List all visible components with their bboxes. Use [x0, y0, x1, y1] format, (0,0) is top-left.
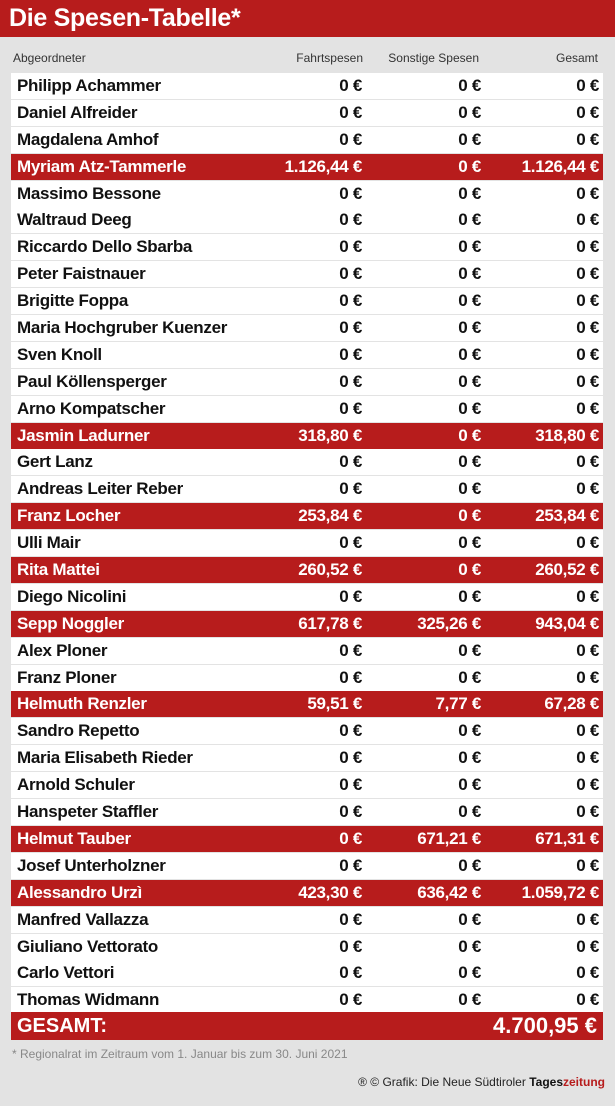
- other-expenses: 0 €: [458, 318, 481, 338]
- other-expenses: 0 €: [458, 479, 481, 499]
- travel-expenses: 0 €: [339, 936, 362, 956]
- member-name: Franz Ploner: [17, 667, 117, 687]
- other-expenses: 0 €: [458, 855, 481, 875]
- other-expenses: 0 €: [458, 586, 481, 606]
- other-expenses: 0 €: [458, 936, 481, 956]
- travel-expenses: 59,51 €: [307, 694, 362, 714]
- total-expenses: 67,28 €: [544, 694, 599, 714]
- other-expenses: 636,42 €: [417, 882, 481, 902]
- column-header-name: Abgeordneter: [13, 51, 86, 65]
- travel-expenses: 0 €: [339, 855, 362, 875]
- member-name: Magdalena Amhof: [17, 129, 159, 149]
- total-expenses: 0 €: [576, 775, 599, 795]
- member-name: Diego Nicolini: [17, 586, 127, 606]
- total-expenses: 0 €: [576, 371, 599, 391]
- total-expenses: 0 €: [576, 183, 599, 203]
- footnote: * Regionalrat im Zeitraum vom 1. Januar bis zum 30. Juni 2021: [12, 1047, 348, 1061]
- total-expenses: 0 €: [576, 129, 599, 149]
- member-name: Arno Kompatscher: [17, 398, 166, 418]
- table-row: [11, 557, 603, 583]
- total-expenses: 0 €: [576, 640, 599, 660]
- total-expenses: 0 €: [576, 855, 599, 875]
- expense-table: [11, 73, 603, 1014]
- other-expenses: 0 €: [458, 452, 481, 472]
- total-expenses: 0 €: [576, 667, 599, 687]
- total-label: GESAMT:: [17, 1015, 107, 1037]
- other-expenses: 0 €: [458, 667, 481, 687]
- table-row: [11, 960, 603, 986]
- member-name: Sandro Repetto: [17, 721, 140, 741]
- member-name: Myriam Atz-Tammerle: [17, 156, 187, 176]
- table-row: [11, 987, 603, 1013]
- travel-expenses: 0 €: [339, 102, 362, 122]
- travel-expenses: 0 €: [339, 129, 362, 149]
- travel-expenses: 423,30 €: [298, 882, 362, 902]
- total-expenses: 0 €: [576, 76, 599, 95]
- table-row: [11, 530, 603, 556]
- member-name: Hanspeter Staffler: [17, 802, 159, 822]
- member-name: Giuliano Vettorato: [17, 936, 159, 956]
- travel-expenses: 0 €: [339, 76, 362, 95]
- table-row: [11, 745, 603, 771]
- table-row: [11, 342, 603, 368]
- member-name: Philipp Achammer: [17, 76, 161, 95]
- member-name: Andreas Leiter Reber: [17, 479, 183, 499]
- other-expenses: 0 €: [458, 425, 481, 445]
- total-expenses: 0 €: [576, 344, 599, 364]
- travel-expenses: 0 €: [339, 963, 362, 983]
- member-name: Peter Faistnauer: [17, 264, 146, 284]
- travel-expenses: 0 €: [339, 586, 362, 606]
- total-expenses: 0 €: [576, 748, 599, 768]
- table-row: [11, 691, 603, 717]
- member-name: Brigitte Foppa: [17, 291, 129, 311]
- total-expenses: 0 €: [576, 210, 599, 230]
- other-expenses: 0 €: [458, 990, 481, 1010]
- table-row: [11, 234, 603, 260]
- other-expenses: 0 €: [458, 264, 481, 284]
- member-name: Helmuth Renzler: [17, 694, 147, 714]
- other-expenses: 0 €: [458, 129, 481, 149]
- table-row: [11, 665, 603, 691]
- member-name: Rita Mattei: [17, 560, 100, 580]
- total-expenses: 0 €: [576, 802, 599, 822]
- total-expenses: 0 €: [576, 291, 599, 311]
- total-expenses: 0 €: [576, 533, 599, 553]
- other-expenses: 0 €: [458, 963, 481, 983]
- travel-expenses: 0 €: [339, 990, 362, 1010]
- table-row: [11, 772, 603, 798]
- member-name: Sepp Noggler: [17, 613, 124, 633]
- table-row: [11, 799, 603, 825]
- total-expenses: 1.126,44 €: [521, 156, 599, 176]
- table-row: [11, 315, 603, 341]
- travel-expenses: 318,80 €: [298, 425, 362, 445]
- other-expenses: 0 €: [458, 398, 481, 418]
- total-expenses: 0 €: [576, 586, 599, 606]
- member-name: Riccardo Dello Sbarba: [17, 237, 193, 257]
- travel-expenses: 0 €: [339, 721, 362, 741]
- travel-expenses: 0 €: [339, 318, 362, 338]
- total-expenses: 260,52 €: [535, 560, 599, 580]
- member-name: Carlo Vettori: [17, 963, 115, 983]
- member-name: Josef Unterholzner: [17, 855, 166, 875]
- table-row: [11, 100, 603, 126]
- total-expenses: 0 €: [576, 990, 599, 1010]
- other-expenses: 325,26 €: [417, 613, 481, 633]
- table-row: [11, 907, 603, 933]
- table-row: [11, 154, 603, 180]
- travel-expenses: 0 €: [339, 667, 362, 687]
- table-row: [11, 449, 603, 475]
- table-row: [11, 181, 603, 207]
- travel-expenses: 0 €: [339, 237, 362, 257]
- column-header-travel: Fahrtspesen: [296, 51, 363, 65]
- table-row: [11, 476, 603, 502]
- member-name: Arnold Schuler: [17, 775, 135, 795]
- total-expenses: 671,31 €: [535, 828, 599, 848]
- column-header-total: Gesamt: [555, 51, 598, 65]
- other-expenses: 0 €: [458, 748, 481, 768]
- member-name: Ulli Mair: [17, 533, 81, 553]
- travel-expenses: 0 €: [339, 210, 362, 230]
- table-row: [11, 207, 603, 233]
- table-row: [11, 261, 603, 287]
- total-expenses: 943,04 €: [535, 613, 599, 633]
- column-header-other: Sonstige Spesen: [388, 51, 479, 65]
- other-expenses: 0 €: [458, 183, 481, 203]
- total-expenses: 253,84 €: [535, 506, 599, 526]
- other-expenses: 671,21 €: [417, 828, 481, 848]
- table-row: [11, 853, 603, 879]
- other-expenses: 0 €: [458, 533, 481, 553]
- other-expenses: 7,77 €: [435, 694, 481, 714]
- other-expenses: 0 €: [458, 156, 481, 176]
- table-row: [11, 396, 603, 422]
- travel-expenses: 0 €: [339, 828, 362, 848]
- member-name: Helmut Tauber: [17, 828, 131, 848]
- brand-logo-part-a: Tages: [529, 1075, 563, 1089]
- other-expenses: 0 €: [458, 237, 481, 257]
- total-value: 4.700,95 €: [493, 1013, 597, 1038]
- travel-expenses: 0 €: [339, 183, 362, 203]
- member-name: Thomas Widmann: [17, 990, 160, 1010]
- member-name: Maria Hochgruber Kuenzer: [17, 318, 228, 338]
- table-row: [11, 503, 603, 529]
- other-expenses: 0 €: [458, 802, 481, 822]
- travel-expenses: 0 €: [339, 640, 362, 660]
- other-expenses: 0 €: [458, 560, 481, 580]
- table-row: [11, 880, 603, 906]
- travel-expenses: 0 €: [339, 264, 362, 284]
- total-expenses: 0 €: [576, 102, 599, 122]
- total-expenses: 0 €: [576, 452, 599, 472]
- travel-expenses: 0 €: [339, 909, 362, 929]
- table-row: [11, 584, 603, 610]
- member-name: Alessandro Urzì: [17, 882, 142, 902]
- travel-expenses: 0 €: [339, 802, 362, 822]
- member-name: Paul Köllensperger: [17, 371, 167, 391]
- total-expenses: 0 €: [576, 936, 599, 956]
- member-name: Franz Locher: [17, 506, 121, 526]
- page-title: Die Spesen-Tabelle*: [0, 0, 615, 37]
- other-expenses: 0 €: [458, 506, 481, 526]
- total-expenses: 0 €: [576, 318, 599, 338]
- total-expenses: 0 €: [576, 398, 599, 418]
- travel-expenses: 260,52 €: [298, 560, 362, 580]
- other-expenses: 0 €: [458, 909, 481, 929]
- member-name: Sven Knoll: [17, 344, 102, 364]
- other-expenses: 0 €: [458, 721, 481, 741]
- other-expenses: 0 €: [458, 640, 481, 660]
- total-expenses: 0 €: [576, 237, 599, 257]
- table-row: [11, 288, 603, 314]
- table-row: [11, 369, 603, 395]
- travel-expenses: 0 €: [339, 371, 362, 391]
- travel-expenses: 0 €: [339, 748, 362, 768]
- member-name: Daniel Alfreider: [17, 102, 138, 122]
- member-name: Gert Lanz: [17, 452, 93, 472]
- other-expenses: 0 €: [458, 291, 481, 311]
- table-row: [11, 718, 603, 744]
- member-name: Alex Ploner: [17, 640, 108, 660]
- member-name: Jasmin Ladurner: [17, 425, 150, 445]
- total-expenses: 0 €: [576, 909, 599, 929]
- table-row: [11, 423, 603, 449]
- travel-expenses: 0 €: [339, 291, 362, 311]
- total-expenses: 0 €: [576, 479, 599, 499]
- travel-expenses: 0 €: [339, 775, 362, 795]
- other-expenses: 0 €: [458, 102, 481, 122]
- table-row: [11, 127, 603, 153]
- other-expenses: 0 €: [458, 775, 481, 795]
- other-expenses: 0 €: [458, 344, 481, 364]
- table-row: [11, 611, 603, 637]
- table-row: [11, 826, 603, 852]
- table-row: [11, 73, 603, 99]
- other-expenses: 0 €: [458, 76, 481, 95]
- other-expenses: 0 €: [458, 210, 481, 230]
- member-name: Massimo Bessone: [17, 183, 161, 203]
- total-expenses: 1.059,72 €: [521, 882, 599, 902]
- total-expenses: 0 €: [576, 721, 599, 741]
- credit-text: ® © Grafik: Die Neue Südtiroler: [358, 1075, 526, 1089]
- member-name: Manfred Vallazza: [17, 909, 149, 929]
- table-row: [11, 638, 603, 664]
- table-row: [11, 934, 603, 960]
- travel-expenses: 0 €: [339, 398, 362, 418]
- travel-expenses: 0 €: [339, 452, 362, 472]
- total-expenses: 318,80 €: [535, 425, 599, 445]
- travel-expenses: 0 €: [339, 344, 362, 364]
- member-name: Waltraud Deeg: [17, 210, 132, 230]
- travel-expenses: 253,84 €: [298, 506, 362, 526]
- total-expenses: 0 €: [576, 963, 599, 983]
- brand-logo-part-b: zeitung: [563, 1075, 605, 1089]
- other-expenses: 0 €: [458, 371, 481, 391]
- credit: [358, 1075, 605, 1089]
- total-row: [11, 1012, 603, 1040]
- member-name: Maria Elisabeth Rieder: [17, 748, 193, 768]
- travel-expenses: 0 €: [339, 533, 362, 553]
- travel-expenses: 617,78 €: [298, 613, 362, 633]
- travel-expenses: 0 €: [339, 479, 362, 499]
- travel-expenses: 1.126,44 €: [284, 156, 362, 176]
- total-expenses: 0 €: [576, 264, 599, 284]
